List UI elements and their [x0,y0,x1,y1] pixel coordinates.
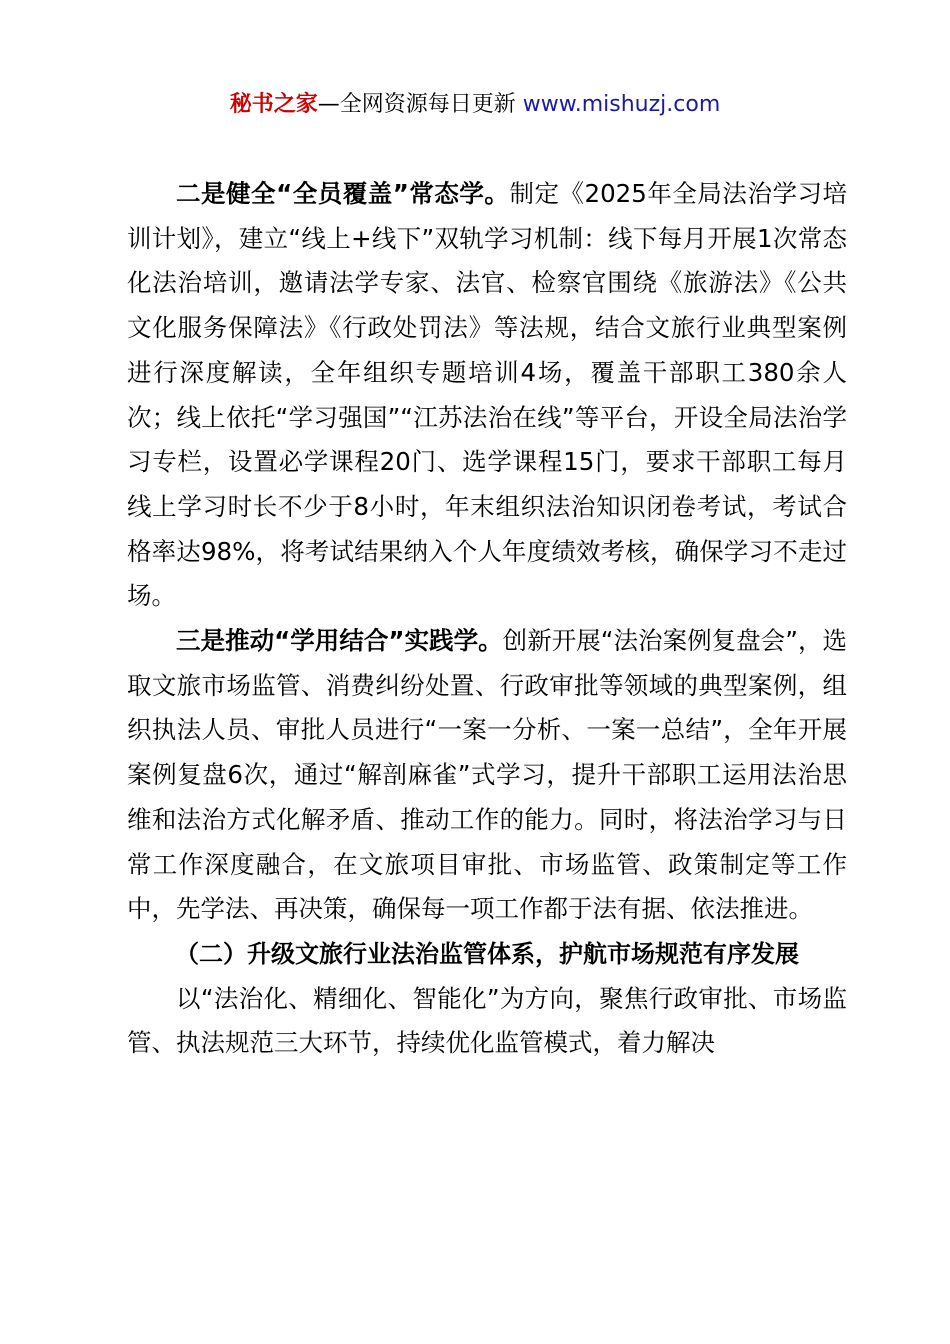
header-tagline: —全网资源每日更新 [317,92,523,117]
section-heading: （二）升级文旅行业法治监管体系，护航市场规范有序发展 [175,939,799,968]
paragraph-text: 以“法治化、精细化、智能化”为方向，聚焦行政审批、市场监管、执法规范三大环节，持续优化监管模式，着力解决 [127,983,847,1058]
site-url-link[interactable]: www.mishuzj.com [522,92,721,117]
paragraph-text: 创新开展“法治案例复盘会”，选取文旅市场监管、消费纠纷处置、行政审批等领域的典型案例，组织执法人员、审批人员进行“一案一分析、一案一总结”，全年开展案例复盘6次，通过“解剖麻雀”式学习，提升干部职工运用法治思维和法治方式化解矛盾、推动工作的能力。同时，将法治学习与日常工作深度融合，在文旅项目审批、市场监管、政策制定等工作中，先学法、再决策，确保每一项工作都于法有据、依法推进。 [127,626,847,924]
paragraph-lead: 二是健全“全员覆盖”常态学。 [176,179,510,208]
page-header [0,88,950,122]
document-body [127,172,847,1066]
paragraph-practice-study [127,619,847,932]
paragraph-text: 制定《2025年全局法治学习培训计划》，建立“线上+线下”双轨学习机制：线下每月开展1次常态化法治培训，邀请法学专家、法官、检察官围绕《旅游法》《公共文化服务保障法》《行政处罚法》等法规，结合文旅行业典型案例进行深度解读，全年组织专题培训4场，覆盖干部职工380余人次；线上依托“学习强国”“江苏法治在线”等平台，开设全局法治学习专栏，设置必学课程20门、选学课程15门，要求干部职工每月线上学习时长不少于8小时，年末组织法治知识闭卷考试，考试合格率达98%，将考试结果纳入个人年度绩效考核，确保学习不走过场。 [127,179,847,611]
brand-name: 秘书之家 [229,92,318,117]
paragraph-lead: 三是推动“学用结合”实践学。 [176,626,503,656]
paragraph-supervision-intro [127,977,847,1066]
paragraph-full-coverage-study [127,172,847,619]
